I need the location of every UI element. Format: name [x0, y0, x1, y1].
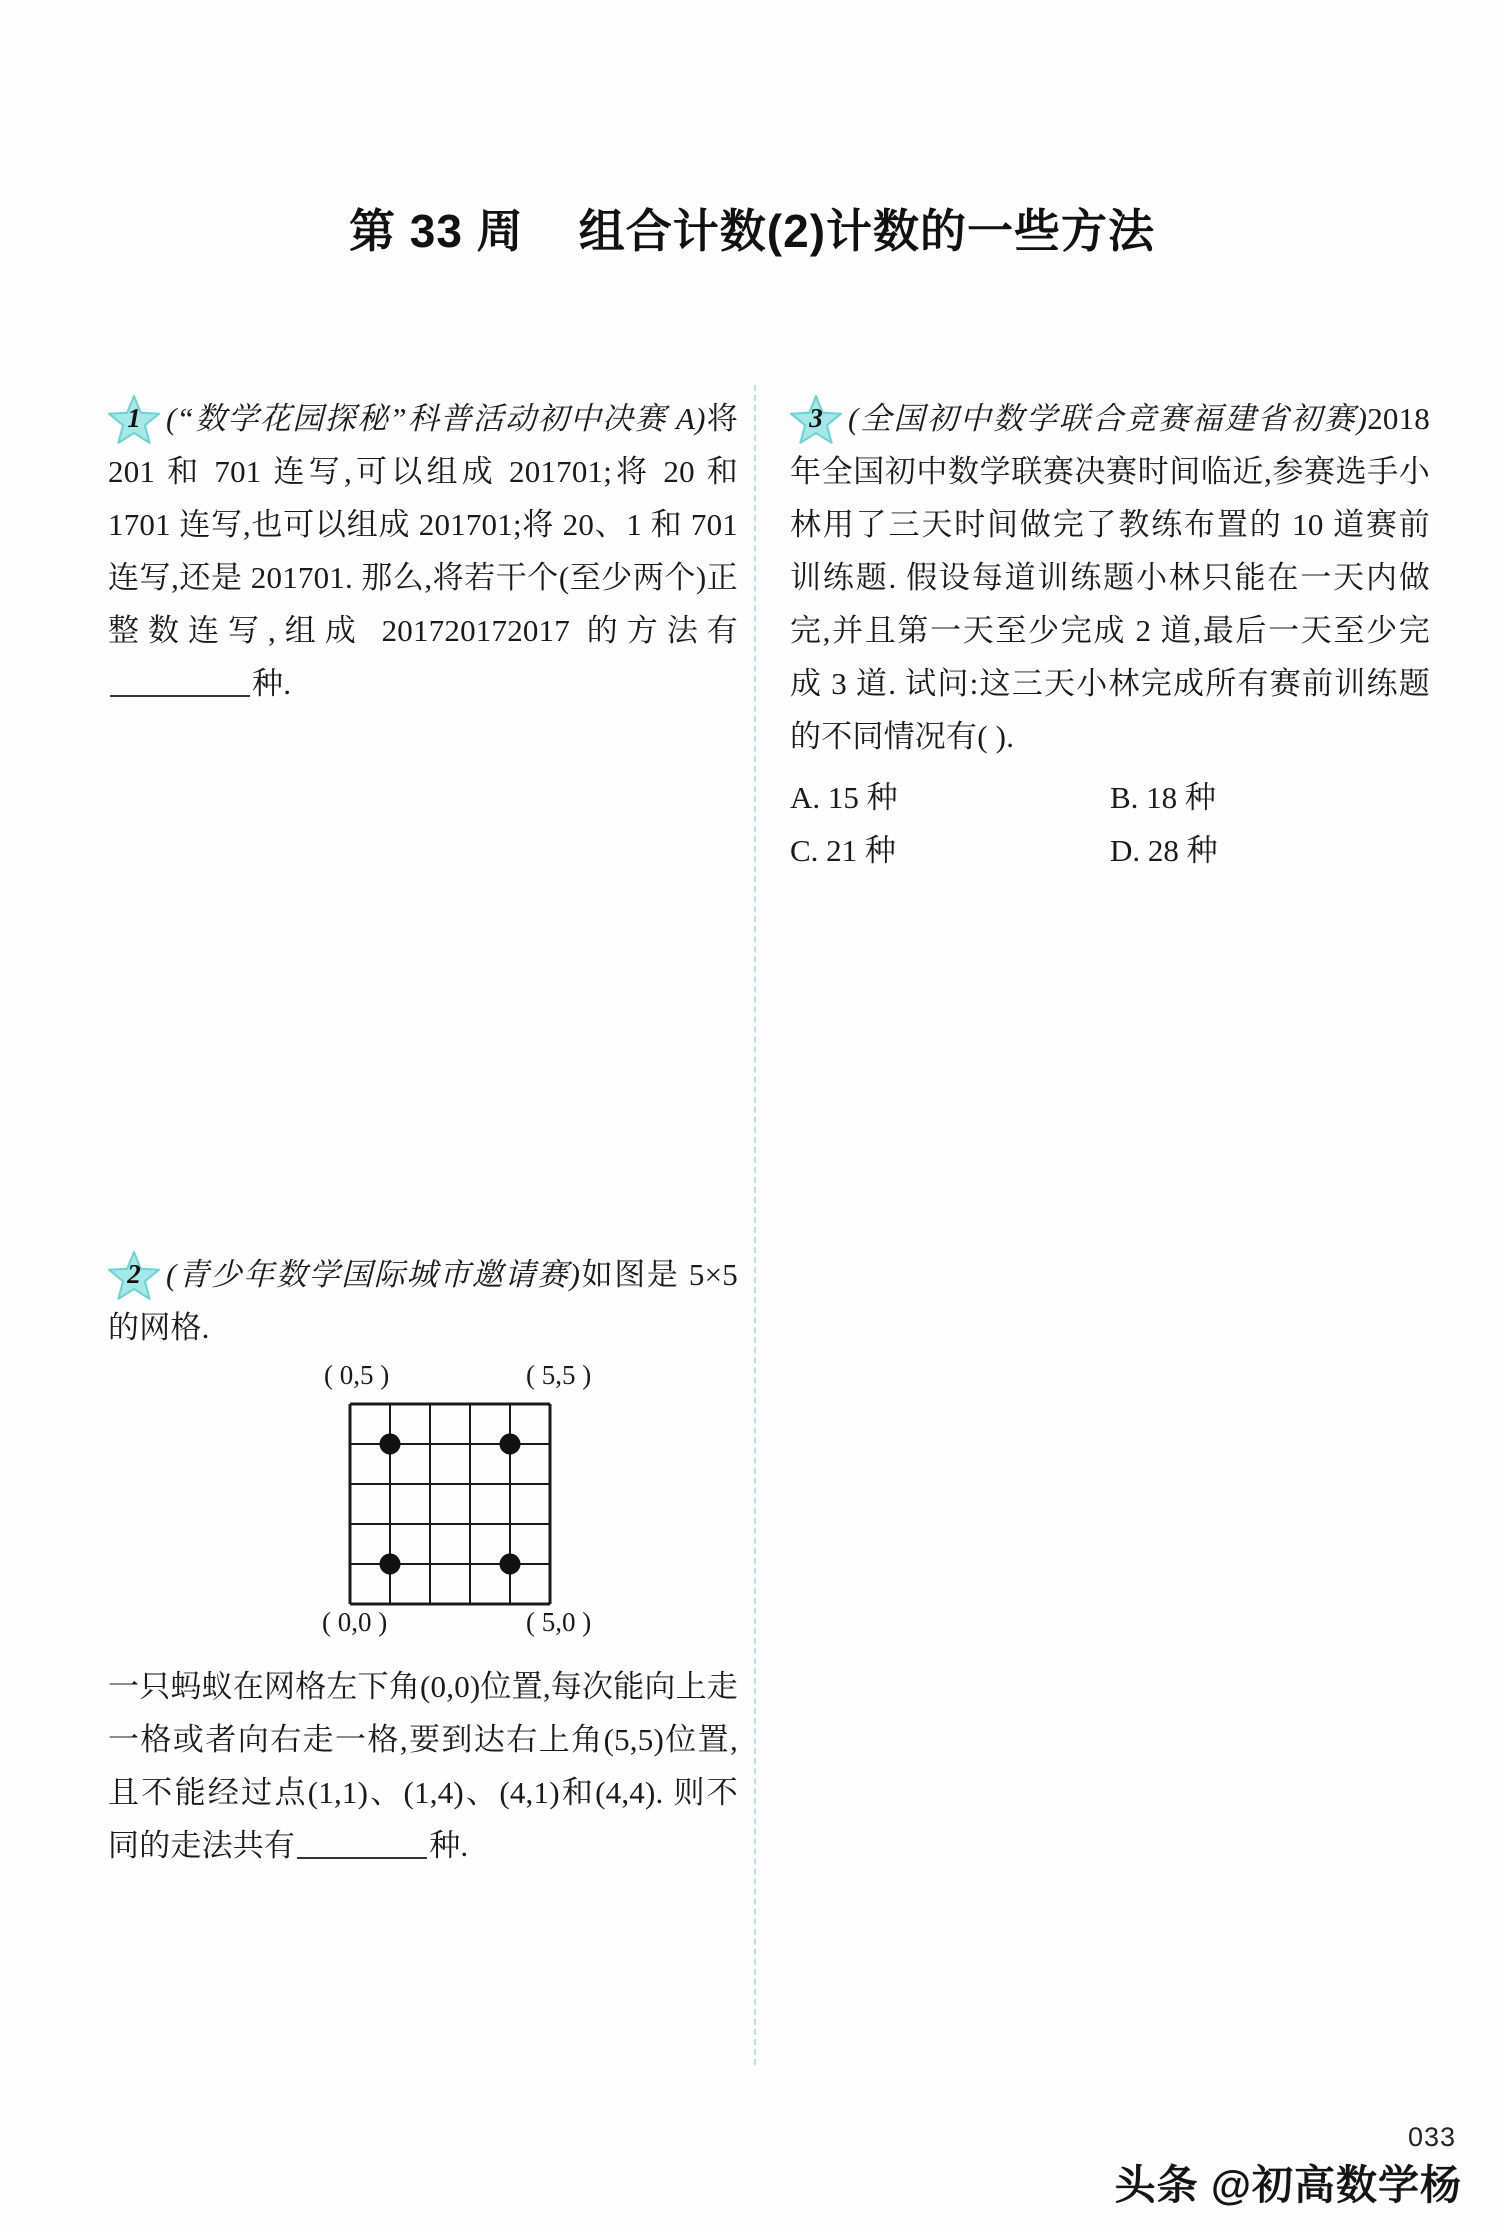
- watermark: 头条 @初高数学杨: [1114, 2162, 1462, 2208]
- grid-5x5: [348, 1402, 552, 1606]
- problem-3: [790, 392, 1430, 877]
- problem-1-source: (“数学花园探秘”科普活动初中决赛 A): [166, 401, 706, 436]
- problem-number-1: 1: [127, 402, 141, 433]
- forbidden-point: [500, 1434, 521, 1455]
- problem-3-body: 2018 年全国初中数学联赛决赛时间临近,参赛选手小林用了三天时间做完了教练布置的 10 道赛前训练题. 假设每道训练题小林只能在一天内做完,并且第一天至少完成 2 道,最后一天至少完成 3 道. 试问:这三天小林完成所有赛前训练题的不同情况有( ).: [790, 401, 1430, 754]
- problem-2: [108, 1248, 738, 1872]
- forbidden-point: [380, 1434, 401, 1455]
- problem-number-2: 2: [127, 1258, 141, 1289]
- problem-2-text: [108, 1660, 738, 1872]
- problem-1-body-tail: 种.: [252, 666, 292, 701]
- choice-d[interactable]: D. 28 种: [1110, 833, 1218, 868]
- problem-1-text: [108, 392, 738, 710]
- answer-blank-2[interactable]: [297, 1826, 427, 1859]
- forbidden-point: [500, 1554, 521, 1575]
- problem-2-intro-body: 如图是 5×5 的网格.: [108, 1257, 738, 1345]
- figure-label-bottom-left: ( 0,0 ): [322, 1607, 388, 1637]
- problem-2-source: (青少年数学国际城市邀请赛): [166, 1257, 581, 1292]
- problem-3-text: [790, 392, 1430, 763]
- problem-1: [108, 392, 738, 710]
- figure-label-bottom-right: ( 5,0 ): [526, 1607, 592, 1637]
- page-number: 033: [1407, 2122, 1456, 2152]
- figure-label-top-left: ( 0,5 ): [324, 1360, 390, 1390]
- problem-2-body-tail: 种.: [429, 1828, 469, 1863]
- problem-number-star-2: [108, 1250, 160, 1302]
- choice-b[interactable]: B. 18 种: [1110, 780, 1216, 815]
- choice-a[interactable]: A. 15 种: [790, 780, 898, 815]
- page-title: 第 33 周 组合计数(2)计数的一些方法: [348, 205, 1156, 257]
- choice-row: [790, 824, 1430, 877]
- problem-number-star-1: [108, 394, 160, 446]
- problem-number-star-3: [790, 394, 842, 446]
- problem-1-body: 将 201 和 701 连写,可以组成 201701;将 20 和 1701 连写,也可以组成 201701;将 20、1 和 701 连写,还是 201701. 那么,将若干个(至少两个)正整数连写,组成 201720172017 的方法有: [108, 401, 739, 648]
- choice-c[interactable]: C. 21 种: [790, 833, 896, 868]
- grid-figure: [108, 1360, 738, 1660]
- choice-row: [790, 771, 1430, 824]
- problem-3-choices: [790, 771, 1430, 877]
- problem-3-source: (全国初中数学联合竞赛福建省初赛): [848, 401, 1368, 436]
- problem-2-intro: [108, 1248, 738, 1354]
- problem-2-body: 一只蚂蚁在网格左下角(0,0)位置,每次能向上走一格或者向右走一格,要到达右上角(5,5)位置,且不能经过点(1,1)、(1,4)、(4,1)和(4,4). 则不同的走法共有: [108, 1669, 738, 1863]
- problem-number-3: 3: [809, 402, 823, 433]
- answer-blank-1[interactable]: [110, 664, 250, 697]
- column-divider: [754, 385, 756, 2065]
- figure-label-top-right: ( 5,5 ): [526, 1360, 592, 1390]
- forbidden-point: [380, 1554, 401, 1575]
